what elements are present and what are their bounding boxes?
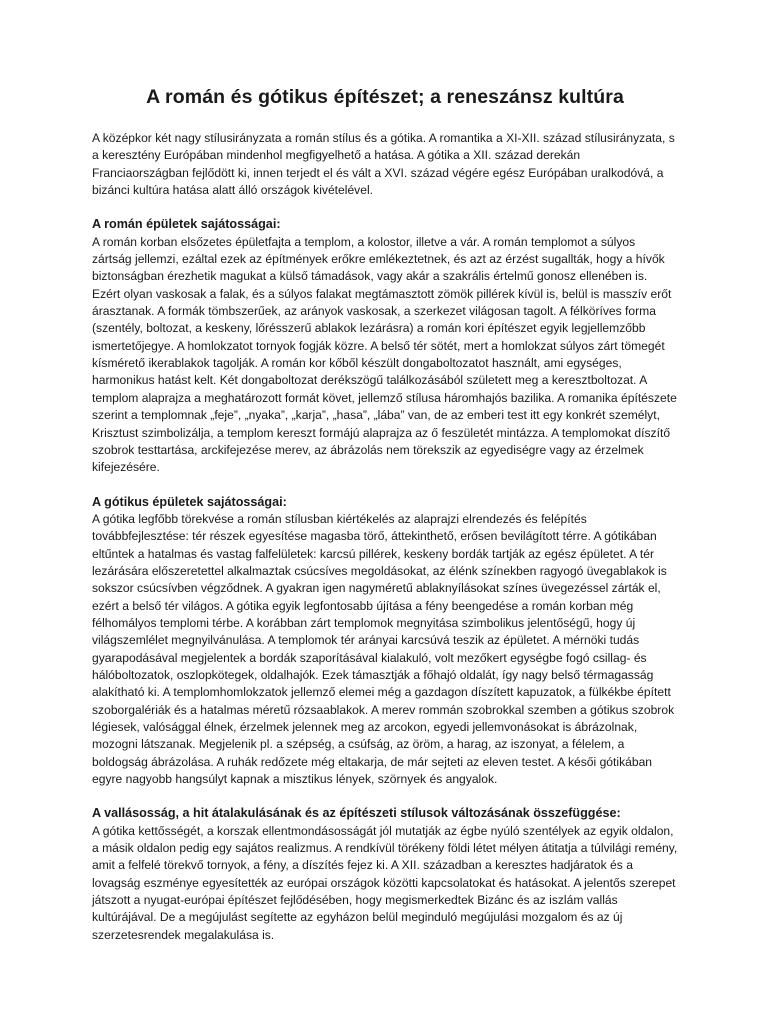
section-body-romanesque: A román korban elsőzetes épületfajta a templom, a kolostor, illetve a vár. A román templomot a súlyos zártság jellemzi, ezáltal ezek az építmények erőkre emlékeztetnek, és azt az érzést sugallták, hogy a hívők biztonságban érezhetik magukat a külső támadások, vagy akár a szakrális értelmű gonosz ellenében is. Ezért olyan vaskosak a falak, és a súlyos falakat megtámasztott zömök pillérek kívül is, belül is masszív erőt árasztanak. A formák tömbszerűek, az arányok vaskosak, a szerkezet világosan tagolt. A félköríves forma (szentély, boltozat, a keskeny, lőrésszerű ablakok lezárásra) a román kori építészet egyik legjellemzőbb ismertetőjegye. A homlokzatot tornyok fogják közre. A belső tér sötét, mert a homlokzat súlyos zárt tömegét kísmérető ikerablakok tagolják. A román kor kőből készült dongaboltozatot használt, ami egységes, harmonikus hatást kelt. Két dongaboltozat derékszögű találkozásából született meg a keresztboltozat. A templom alaprajza a meghatározott formát követ, jellemző stílusa háromhajós bazilika. A romanika építészete szerint a templomnak „feje”, „nyaka”, „karja”, „hasa”, „lába” van, de az emberi test itt egy konkrét személyt, Krisztust szimbolizálja, a templom kereszt formájú alaprajza az ő feszületét mintázza. A templomokat díszítő szobrok testtartása, arckifejezése merev, az ábrázolás nem törekszik az egyediségre vagy az érzelmek kifejezésére. (92, 234, 677, 475)
section-body-gothic: A gótika legfőbb törekvése a román stílusban kiértékelés az alaprajzi elrendezés és felépítés továbbfejlesztése: tér részek egyesítése magasba törő, áttekinthető, erősen bevilágított térre. A gótikában eltűntek a hatalmas és vastag falfelületek: karcsú pillérek, keskeny bordák tartják az egész épületet. A tér lezárására előszeretettel alkalmaztak csúcsíves megoldásokat, az élénk színekben ragyogó üvegablakok is sokszor csúcsívben végződnek. A gyakran igen nagyméretű ablaknyílásokat színes üvegezéssel zárták el, ezért a belső tér világos. A gótika egyik legfontosabb újítása a fény beengedése a román korban még félhomályos templomi térbe. A korábban zárt templomok megnyitása szimbolikus jelentőségű, hogy új világszemlélet megnyilvánulása. A templomok tér arányai karcsúvá teszik az épületet. A mérnöki tudás gyarapodásával megjelentek a bordák szaporításával kialakuló, volt mezőkert egységbe fogó csillag- és hálóboltozatok, oszlopkötegek, oldalhajók. Ezek támasztják a főhajó oldalát, így nagy belső térmagasság alakítható ki. A templomhomlokzatok jellemző elemei még a gazdagon díszített kapuzatok, a fülkékbe épített szoborgalériák és a hatalmas méretű rózsaablakok. A merev rommán szobrokkal szemben a gótikus szobrok légiesek, valósággal élnek, érzelmek jelennek meg az arcokon, egyedi jellemvonásokat is ábrázolnak, mozogni látszanak. Megjelenik pl. a szépség, a csúfság, az öröm, a harag, az iszonyat, a félelem, a boldogság ábrázolása. A ruhák redőzete még eltakarja, de már sejteti az eleven testet. A késői gótikában egyre nagyobb hangsúlyt kapnak a misztikus lények, szörnyek és angyalok. (92, 511, 675, 787)
section-heading-romanesque: A román épületek sajátosságai: (92, 217, 281, 232)
intro-paragraph: A középkor két nagy stílusirányzata a román stílus és a gótika. A romantika a XI-XII. század stílusirányzata, s a keresztény Európában mindenhol megfigyelhető a hatása. A gótika a XII. század derekán Franciaországban fejlődött ki, innen terjedt el és vált a XVI. század végére egész Európában uralkodóvá, a bizánci kultúra hatása alatt álló országok kivételével. (92, 131, 675, 198)
section-heading-religion-architecture: A vallásosság, a hit átalakulásának és az építészeti stílusok változásának összefüggése: (92, 806, 621, 821)
section-religion-architecture (92, 805, 678, 944)
document-page (92, 86, 678, 944)
page-title: A román és gótikus építészet; a reneszánsz kultúra (146, 86, 624, 108)
section-body-religion-architecture: A gótika kettősségét, a korszak ellentmondásosságát jól mutatják az égbe nyúló szentélyek az egyik oldalon, a másik oldalon pedig egy sajátos realizmus. A rendkívül törékeny földi létet mélyen átitatja a túlvilági remény, amit a felfelé törekvő tornyok, a fény, a díszítés fejez ki. A XII. században a keresztes hadjáratok és a lovagság eszménye egyesítették az európai országok közötti kapcsolatokat és hatásokat. A jelentős szerepet játszott a nyugat-európai építészet fejlődésében, hogy megismerkedtek Bizánc és az iszlám vallás kultúrájával. De a megújulást segítette az egyházon belül meginduló megújulási mozgalom és az új szerzetesrendek megalakulása is. (92, 823, 678, 942)
section-heading-gothic: A gótikus épületek sajátosságai: (92, 494, 287, 509)
section-romanesque (92, 216, 678, 476)
section-gothic (92, 494, 678, 789)
